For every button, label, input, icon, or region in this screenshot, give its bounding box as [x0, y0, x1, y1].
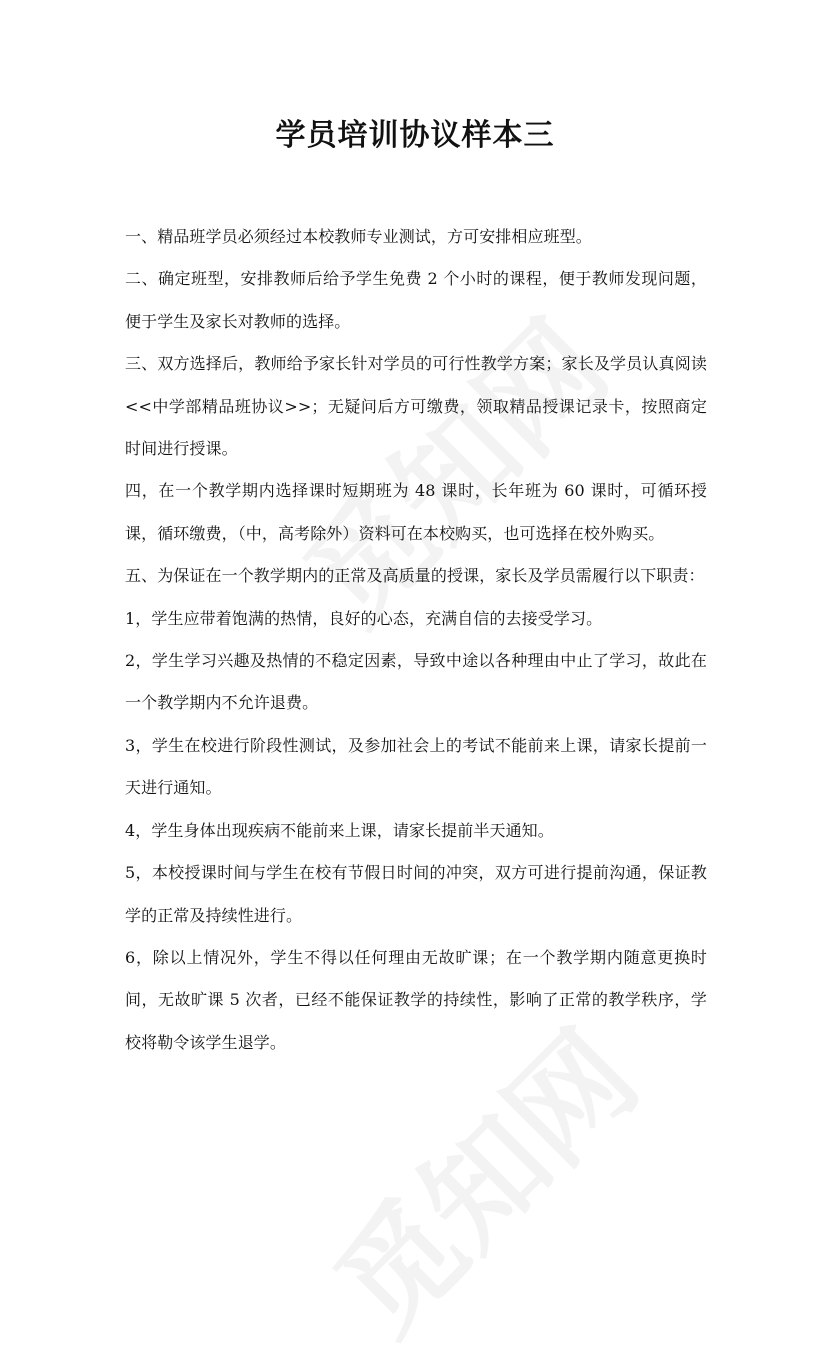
paragraph-2: 二、确定班型，安排教师后给予学生免费 2 个小时的课程，便于教师发现问题，便于学生及家长对教师的选择。: [125, 269, 707, 331]
paragraph-5: 五、为保证在一个教学期内的正常及高质量的授课，家长及学员需履行以下职责：: [125, 566, 705, 586]
duty-item-4: 4，学生身体出现疾病不能前来上课，请家长提前半天通知。: [125, 820, 554, 840]
duty-item-6: 6，除以上情况外，学生不得以任何理由无故旷课；在一个教学期内随意更换时间，无故旷课 5 次者，已经不能保证教学的持续性，影响了正常的教学秩序，学校将勒令该学生退学。: [125, 947, 707, 1052]
duty-item-1: 1，学生应带着饱满的热情，良好的心态，充满自信的去接受学习。: [125, 608, 603, 628]
document-body: [125, 216, 707, 1064]
duty-item-5: 5，本校授课时间与学生在校有节假日时间的冲突，双方可进行提前沟通，保证教学的正常及持续性进行。: [125, 863, 707, 925]
duty-item-2: 2，学生学习兴趣及热情的不稳定因素，导致中途以各种理由中止了学习，故此在一个教学期内不允许退费。: [125, 651, 707, 713]
paragraph-1: 一、精品班学员必须经过本校教师专业测试，方可安排相应班型。: [125, 227, 592, 246]
document-title: 学员培训协议样本三: [275, 118, 555, 153]
paragraph-3: 三、双方选择后，教师给予家长针对学员的可行性教学方案；家长及学员认真阅读<<中学部精品班协议>>；无疑问后方可缴费，领取精品授课记录卡，按照商定时间进行授课。: [125, 354, 707, 459]
duty-item-3: 3，学生在校进行阶段性测试，及参加社会上的考试不能前来上课，请家长提前一天进行通知。: [125, 735, 707, 798]
paragraph-4: 四，在一个教学期内选择课时短期班为 48 课时，长年班为 60 课时，可循环授课，循环缴费，（中，高考除外）资料可在本校购买，也可选择在校外购买。: [125, 481, 707, 543]
